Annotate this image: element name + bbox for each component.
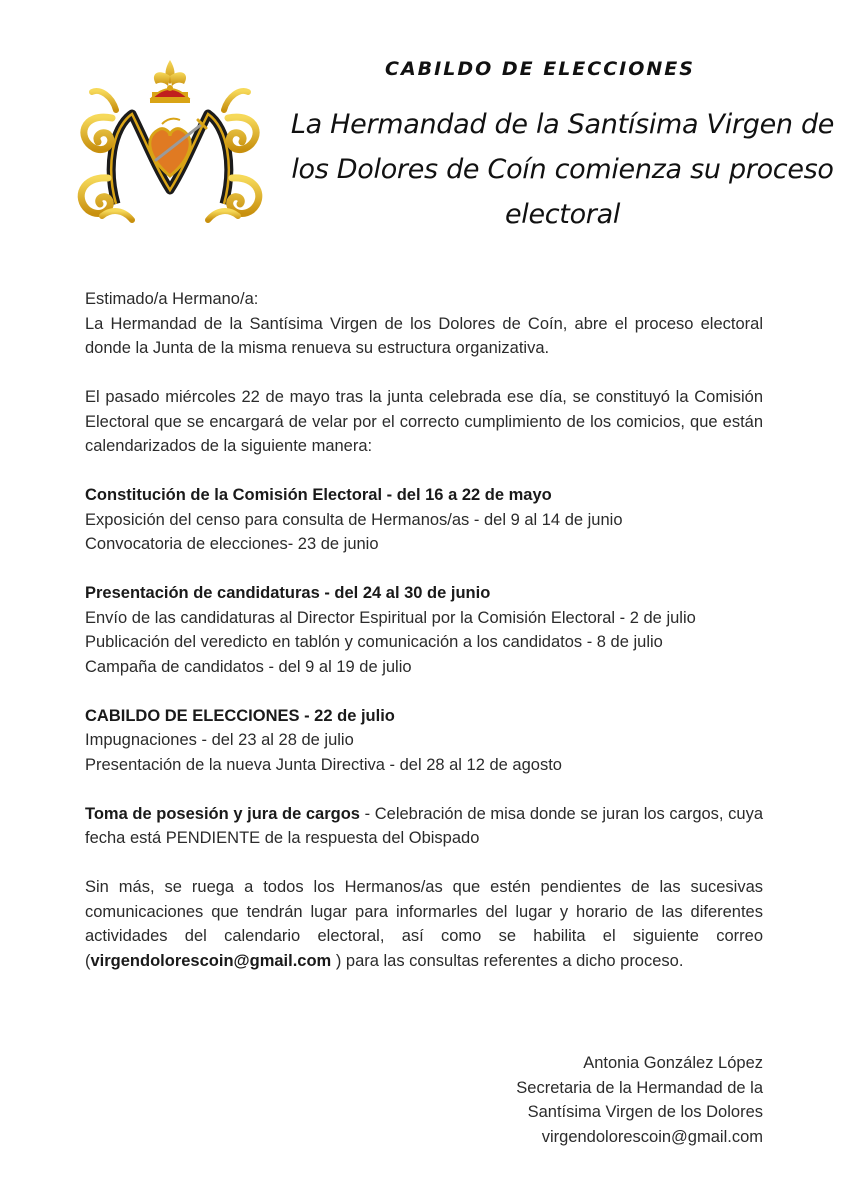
schedule-heading: Constitución de la Comisión Electoral - del 16 a 22 de mayo [85, 486, 552, 504]
signature-name: Antonia González López [583, 1054, 763, 1072]
schedule-item: Campaña de candidatos - del 9 al 19 de julio [85, 657, 412, 676]
toma-heading: Toma de posesión y jura de cargos [85, 804, 360, 823]
document-kicker: CABILDO DE ELECCIONES [385, 58, 695, 80]
commission-paragraph: El pasado miércoles 22 de mayo tras la junta celebrada ese día, se constituyó la Comisión Electoral que se encargará de velar por el correcto cumplimiento de los comicios, que están calendarizados de la siguiente manera: [85, 388, 763, 455]
toma-text: - Celebración de misa donde se juran los cargos, cuya fecha está PENDIENTE de la respuesta del Obispado [85, 804, 763, 847]
signature-role: Secretaria de la Hermandad de la [516, 1078, 763, 1097]
closing-paragraph [85, 875, 763, 973]
schedule-item: Envío de las candidaturas al Director Espiritual por la Comisión Electoral - 2 de julio [85, 608, 696, 627]
closing-text-end: ) para las consultas referentes a dicho proceso. [331, 951, 684, 970]
schedule-item: Presentación de la nueva Junta Directiva - del 28 al 12 de agosto [85, 755, 562, 774]
schedule-heading: Presentación de candidaturas - del 24 al 30 de junio [85, 584, 491, 602]
greeting: Estimado/a Hermano/a: [85, 290, 259, 308]
contact-email-link[interactable]: virgendolorescoin@gmail.com [90, 951, 332, 970]
schedule-item: Exposición del censo para consulta de Hermanos/as - del 9 al 14 de junio [85, 510, 623, 529]
document-headline: La Hermandad de la Santísima Virgen de los Dolores de Coín comienza su proceso electoral [290, 109, 835, 230]
signature-role: Santísima Virgen de los Dolores [527, 1103, 763, 1121]
marian-monogram-crest-icon [72, 58, 268, 226]
schedule-item: Publicación del veredicto en tablón y comunicación a los candidatos - 8 de julio [85, 633, 663, 651]
signature-block [516, 1051, 763, 1149]
letter-body [85, 287, 763, 973]
schedule-heading: CABILDO DE ELECCIONES - 22 de julio [85, 706, 395, 725]
signature-email[interactable]: virgendolorescoin@gmail.com [541, 1127, 763, 1146]
schedule-item: Impugnaciones - del 23 al 28 de julio [85, 731, 354, 749]
toma-paragraph [85, 802, 763, 851]
schedule-item: Convocatoria de elecciones- 23 de junio [85, 535, 379, 553]
intro-paragraph: La Hermandad de la Santísima Virgen de los Dolores de Coín, abre el proceso electoral donde la Junta de la misma renueva su estructura organizativa. [85, 314, 763, 357]
closing-text: Sin más, se ruega a todos los Hermanos/as que estén pendientes de las sucesivas comunicaciones que tendrán lugar para informarles del lugar y horario de las diferentes actividades del calendario electoral, así como se habilita el siguiente correo ( [85, 878, 763, 970]
